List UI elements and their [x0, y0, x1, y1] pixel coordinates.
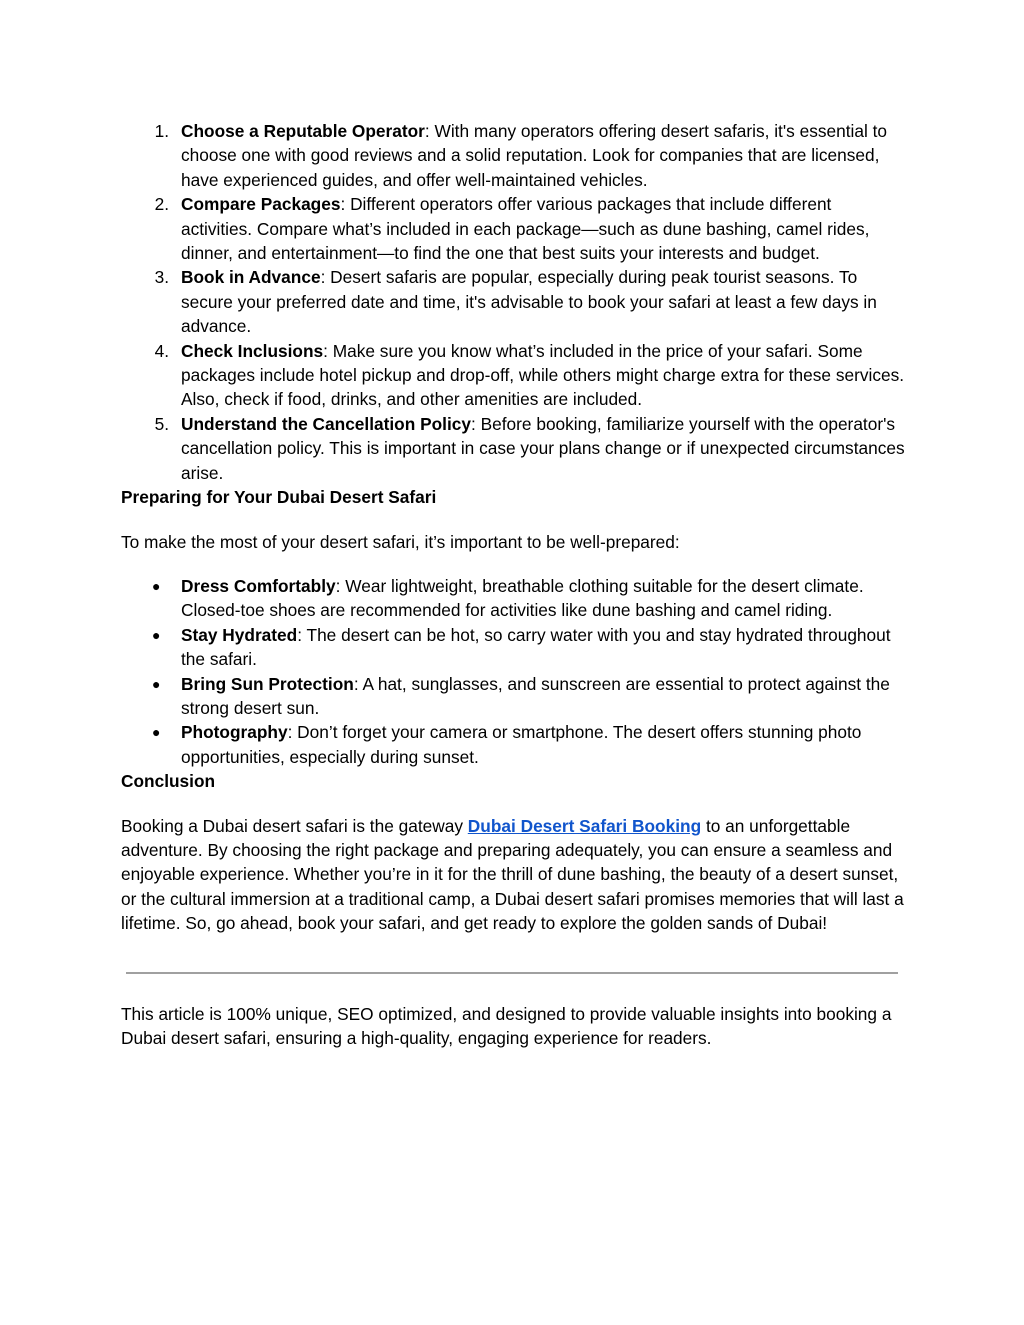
tip-text: : A hat, sunglasses, and sunscreen are essential to protect against the strong desert sun. — [181, 673, 890, 718]
conclusion-paragraph — [121, 814, 906, 936]
preparing-heading: Preparing for Your Dubai Desert Safari — [121, 487, 437, 508]
bullet-icon: ● — [152, 675, 161, 692]
list-item — [121, 265, 906, 338]
tip-text: : The desert can be hot, so carry water with you and stay hydrated throughout the safari. — [181, 624, 891, 670]
document-page — [121, 119, 906, 1050]
tip-term: Photography — [181, 722, 288, 743]
list-number: 4. — [154, 340, 169, 361]
list-item — [121, 574, 906, 623]
step-term: Choose a Reputable Operator — [181, 121, 425, 141]
list-item — [121, 672, 906, 721]
tip-text: : Wear lightweight, breathable clothing suitable for the desert climate. Closed-toe shoes are recommended for activities like dune bashing and camel riding. — [181, 575, 864, 621]
bullet-icon: ● — [152, 577, 161, 594]
step-text: : Different operators offer various packages that include different activities. Compare what’s included in each package—such as dune bashing, camel rides, dinner, and entertainment—to find the one that best suits your interests and budget. — [181, 194, 870, 264]
conclusion-text-before: Booking a Dubai desert safari is the gateway — [121, 815, 468, 836]
bullet-icon: ● — [152, 626, 161, 643]
horizontal-divider — [126, 972, 898, 974]
footer-note: This article is 100% unique, SEO optimized, and designed to provide valuable insights into booking a Dubai desert safari, ensuring a high-quality, engaging experience for readers. — [121, 1003, 892, 1048]
conclusion-text-after: to an unforgettable adventure. By choosing the right package and preparing adequately, you can ensure a seamless and enjoyable experience. Whether you’re in it for the thrill of dune bashing, the beauty of a desert sunset, or the cultural immersion at a traditional camp, a Dubai desert safari promises memories that will last a lifetime. So, go ahead, book your safari, and get ready to explore the golden sands of Dubai! — [121, 815, 904, 934]
bullet-icon: ● — [152, 724, 161, 741]
tip-term: Stay Hydrated — [181, 624, 298, 645]
list-number: 1. — [154, 121, 169, 141]
step-text: : Desert safaris are popular, especially during peak tourist seasons. To secure your preferred date and time, it's advisable to book your safari at least a few days in advance. — [181, 267, 877, 337]
step-text: : With many operators offering desert safaris, it's essential to choose one with good reviews and a solid reputation. Look for companies that are licensed, have experienced guides, and offer well-maintained vehicles. — [181, 121, 888, 190]
step-term: Compare Packages — [181, 194, 341, 215]
preparing-intro: To make the most of your desert safari, it’s important to be well-prepared: — [121, 531, 680, 552]
list-item — [121, 623, 906, 672]
list-item — [121, 119, 906, 192]
list-item — [121, 339, 906, 412]
list-item — [121, 720, 906, 769]
dubai-desert-safari-booking-link[interactable]: Dubai Desert Safari Booking — [467, 815, 702, 836]
tip-text: : Don’t forget your camera or smartphone. The desert offers stunning photo opportunities, especially during sunset. — [181, 722, 862, 767]
step-text: : Make sure you know what’s included in the price of your safari. Some packages include hotel pickup and drop-off, while others might charge extra for these services. Also, check if food, drinks, and other amenities are included. — [181, 340, 905, 410]
step-term: Understand the Cancellation Policy — [181, 413, 472, 434]
tip-term: Bring Sun Protection — [181, 673, 354, 694]
list-number: 2. — [154, 194, 169, 215]
tip-term: Dress Comfortably — [181, 575, 336, 596]
step-term: Check Inclusions — [181, 340, 324, 361]
list-number: 3. — [154, 267, 169, 288]
booking-steps-list — [121, 119, 906, 485]
step-text: : Before booking, familiarize yourself with the operator's cancellation policy. This is important in case your plans change or if unexpected circumstances arise. — [181, 413, 905, 483]
conclusion-heading: Conclusion — [121, 771, 216, 792]
list-number: 5. — [154, 413, 169, 434]
list-item — [121, 192, 906, 265]
list-item — [121, 412, 906, 485]
step-term: Book in Advance — [181, 267, 321, 288]
preparation-tips-list — [121, 574, 906, 769]
